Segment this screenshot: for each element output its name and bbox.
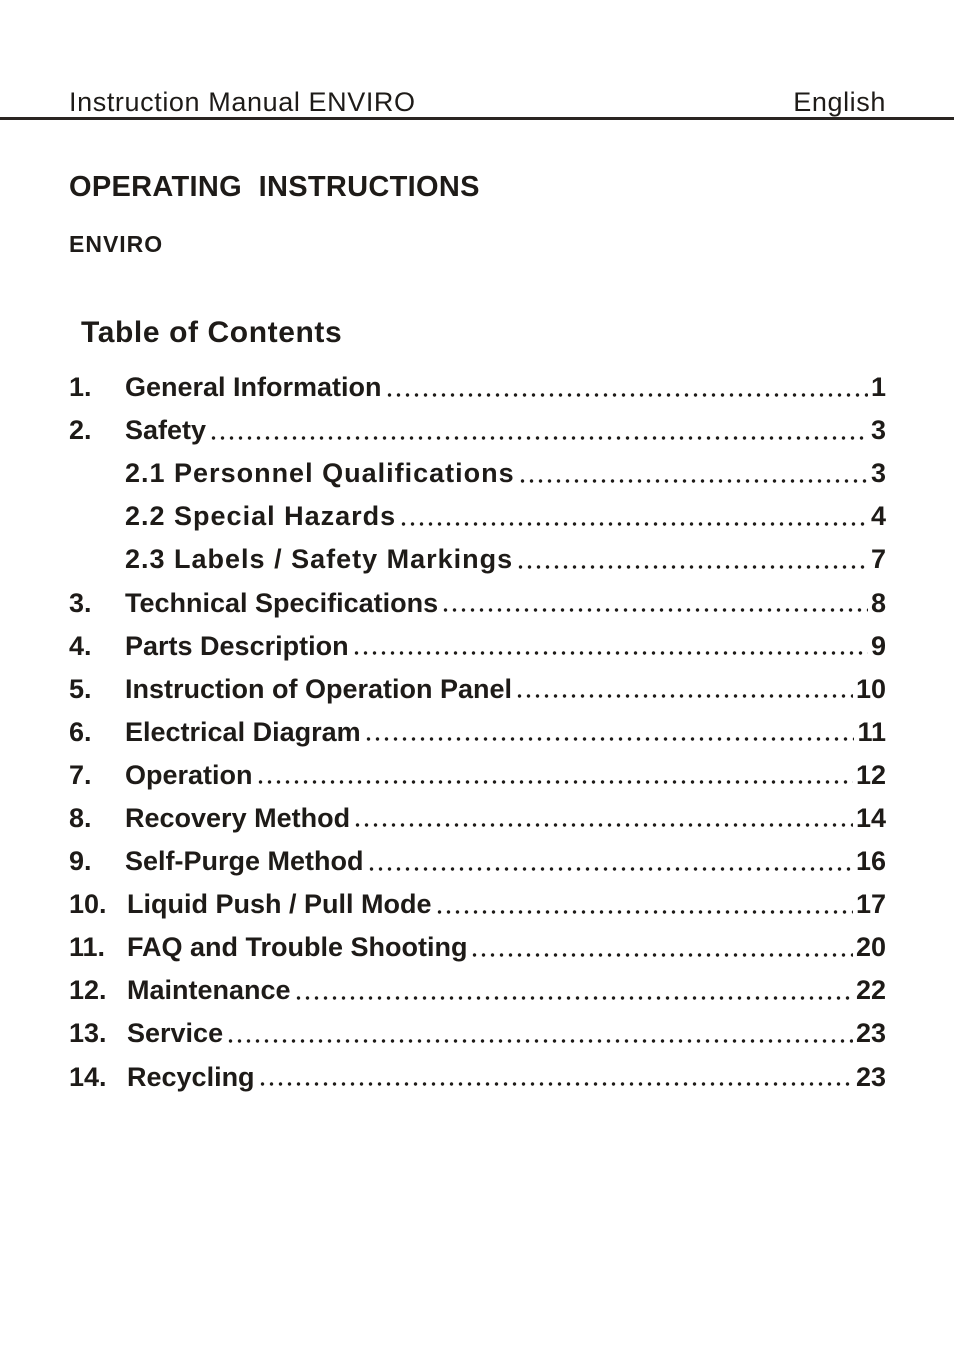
- toc-dot-leader: [209, 436, 868, 440]
- toc-dot-leader: [352, 651, 868, 655]
- toc-entry-number: 5.: [69, 673, 92, 704]
- toc-entry-number: 4.: [69, 630, 92, 661]
- toc-entry-label: Parts Description: [125, 630, 349, 661]
- toc-entry-label: FAQ and Trouble Shooting: [127, 932, 468, 963]
- toc-entry[interactable]: [69, 581, 886, 624]
- toc-entry-label: Recycling: [127, 1061, 255, 1092]
- toc-entry[interactable]: [69, 668, 886, 711]
- toc-dot-leader: [364, 737, 855, 741]
- toc-entry-label: Maintenance: [127, 975, 291, 1006]
- toc-entry-number: 1.: [69, 372, 92, 403]
- toc-entry[interactable]: [69, 1056, 886, 1099]
- toc-entry-number: 6.: [69, 716, 92, 747]
- toc-entry-page: 11: [857, 716, 886, 747]
- toc-entry[interactable]: [69, 452, 886, 495]
- header-title: Instruction Manual ENVIRO: [69, 87, 416, 117]
- toc-entry-number: 12.: [69, 975, 107, 1006]
- header-divider: [0, 117, 954, 120]
- toc-entry[interactable]: [69, 840, 886, 883]
- toc-entry-number: 11.: [69, 932, 106, 963]
- toc-entry-number: 13.: [69, 1018, 107, 1049]
- toc-entry[interactable]: [69, 711, 886, 754]
- toc-entry[interactable]: [69, 797, 886, 840]
- toc-entry-page: 7: [870, 544, 886, 575]
- toc-dot-leader: [518, 479, 868, 483]
- toc-entry-page: 16: [855, 846, 886, 877]
- toc-entry[interactable]: [69, 538, 886, 581]
- toc-entry-label: 2.2 Special Hazards: [125, 501, 397, 532]
- toc-entry-page: 12: [855, 759, 886, 790]
- toc-entry-label: 2.3 Labels / Safety Markings: [125, 544, 514, 575]
- toc-entry-page: 3: [870, 458, 886, 489]
- toc-entry-page: 17: [855, 889, 886, 920]
- toc-entry-number: 2.: [69, 415, 92, 446]
- toc-dot-leader: [385, 393, 868, 397]
- toc-entry-label: Liquid Push / Pull Mode: [127, 889, 432, 920]
- toc-entry[interactable]: [69, 926, 886, 969]
- toc-dot-leader: [256, 780, 853, 784]
- toc-entry-number: 7.: [69, 759, 92, 790]
- toc-entry[interactable]: [69, 495, 886, 538]
- toc-entry-label: Operation: [125, 759, 253, 790]
- toc-dot-leader: [441, 608, 868, 612]
- toc-dot-leader: [516, 565, 868, 569]
- toc-dot-leader: [258, 1082, 853, 1086]
- toc-entry-number: 8.: [69, 802, 92, 833]
- toc-entry-page: 10: [855, 673, 886, 704]
- toc-entry[interactable]: [69, 366, 886, 409]
- toc-entry-page: 23: [855, 1061, 886, 1092]
- header-language: English: [793, 87, 886, 117]
- toc-entry[interactable]: [69, 1012, 886, 1055]
- toc-entry-page: 23: [855, 1018, 886, 1049]
- toc-dot-leader: [435, 910, 853, 914]
- toc-entry-page: 3: [870, 415, 886, 446]
- toc-entry-label: Recovery Method: [125, 802, 351, 833]
- toc-entry-page: 9: [870, 630, 886, 661]
- toc-entry[interactable]: [69, 754, 886, 797]
- toc-entry-label: Self-Purge Method: [125, 846, 364, 877]
- toc-entry-label: Service: [127, 1018, 224, 1049]
- toc-entry-number: 9.: [69, 846, 92, 877]
- toc-entry-page: 4: [870, 501, 886, 532]
- toc-entry-label: 2.1 Personnel Qualifications: [125, 458, 515, 489]
- toc-entry-page: 8: [870, 587, 886, 618]
- document-title: OPERATING INSTRUCTIONS: [69, 171, 480, 203]
- toc-entry[interactable]: [69, 409, 886, 452]
- toc-dot-leader: [470, 953, 852, 957]
- document-subtitle: ENVIRO: [69, 231, 164, 257]
- toc-entry-page: 20: [855, 932, 886, 963]
- toc-entry-label: General Information: [125, 372, 382, 403]
- toc-dot-leader: [367, 867, 853, 871]
- toc-dot-leader: [353, 823, 853, 827]
- toc-entry-number: 10.: [69, 889, 107, 920]
- toc-entry-page: 22: [855, 975, 886, 1006]
- table-of-contents: [69, 366, 886, 1099]
- toc-entry-label: Electrical Diagram: [125, 716, 361, 747]
- toc-entry-page: 14: [855, 802, 886, 833]
- toc-entry[interactable]: [69, 969, 886, 1012]
- toc-entry-label: Instruction of Operation Panel: [125, 673, 513, 704]
- toc-dot-leader: [399, 522, 868, 526]
- toc-entry-label: Technical Specifications: [125, 587, 439, 618]
- toc-heading: Table of Contents: [81, 316, 343, 349]
- page-header: [69, 84, 886, 118]
- toc-dot-leader: [226, 1039, 853, 1043]
- toc-entry-label: Safety: [125, 415, 207, 446]
- toc-entry[interactable]: [69, 625, 886, 668]
- toc-entry-number: 14.: [69, 1061, 107, 1092]
- toc-dot-leader: [515, 694, 853, 698]
- toc-entry[interactable]: [69, 883, 886, 926]
- toc-dot-leader: [294, 996, 853, 1000]
- toc-entry-number: 3.: [69, 587, 92, 618]
- toc-entry-page: 1: [870, 372, 886, 403]
